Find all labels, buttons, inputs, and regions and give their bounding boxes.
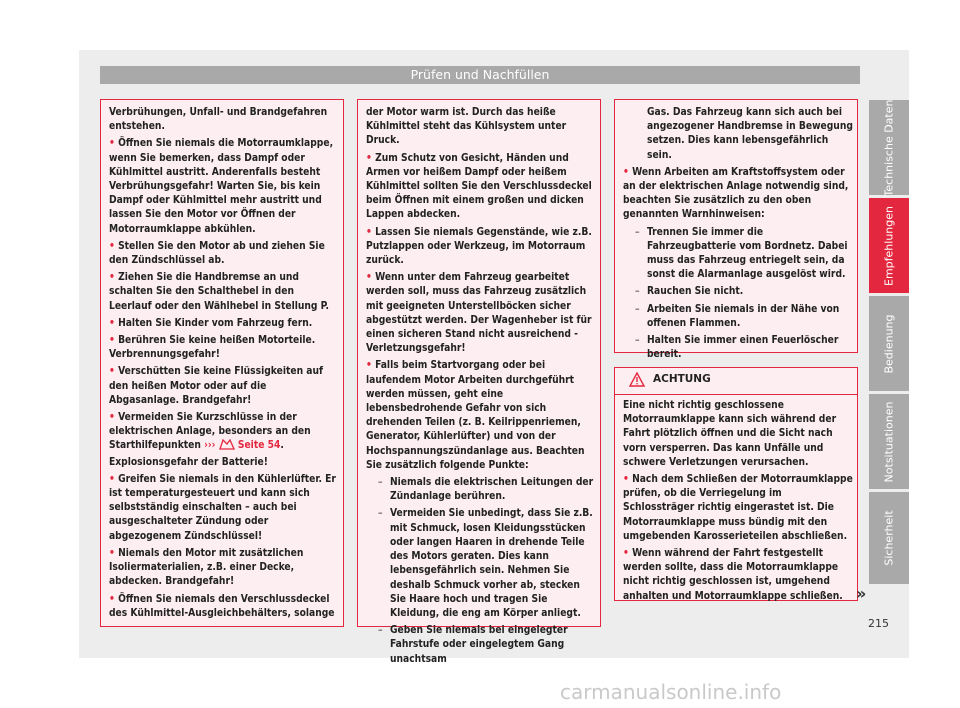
- tab-notsituationen[interactable]: Notsituationen: [869, 394, 909, 489]
- list-item: • Halten Sie Kinder vom Fahrzeug fern.: [109, 317, 313, 329]
- list-item: • Wenn während der Fahrt festgestellt werden sollte, dass die Motorraumklappe nicht richtig geschlossen ist, umgehend anhalten und Motorraumklappe schließen.: [623, 548, 843, 602]
- list-item: • Nach dem Schließen der Motorraumklappe prüfen, ob die Verriegelung im Schlossträger richtig eingerastet ist. Die Motorraumklappe muss bündig mit den umgebenden Karosserieteilen abschließen.: [623, 474, 853, 542]
- sub-list-item: – Trennen Sie immer die Fahrzeugbatterie vom Bordnetz. Dabei muss das Fahrzeug entriegelt sein, da sonst die Alarmanlage ausgelöst wird.: [631, 226, 853, 283]
- sub-list-item: – Arbeiten Sie niemals in der Nähe von offenen Flammen.: [631, 303, 853, 331]
- tab-sicherheit[interactable]: Sicherheit: [869, 492, 909, 584]
- tab-bedienung[interactable]: Bedienung: [869, 296, 909, 391]
- achtung-header: [615, 368, 857, 395]
- sub-list-item: – Rauchen Sie nicht.: [631, 285, 853, 299]
- section-header: Prüfen und Nachfüllen: [100, 66, 860, 84]
- list-item: • Verschütten Sie keine Flüssigkeiten auf den heißen Motor oder auf die Abgasanlage. Brandgefahr!: [109, 366, 323, 406]
- sub-list-item: – Vermeiden Sie unbedingt, dass Sie z.B. mit Schmuck, losen Kleidungsstücken oder langen Haaren in drehende Teile des Motors geraten. Dies kann lebensgefährlich sein. Nehmen Sie deshalb Schmuck vorher ab, stecken Sie Haare hoch und tragen Sie Kleidung, die eng am Körper anliegt.: [374, 507, 596, 621]
- col2-intro: der Motor warm ist. Durch das heiße Kühlmittel steht das Kühlsystem unter Druck.: [366, 107, 567, 147]
- list-item: • Wenn Arbeiten am Kraftstoffsystem oder an der elektrischen Anlage notwendig sind, beachten Sie zusätzlich zu den oben genannten Warnhinweisen:: [623, 166, 849, 221]
- col1-intro: Verbrühungen, Unfall- und Brandgefahren entstehen.: [109, 107, 328, 133]
- list-item: • Öffnen Sie niemals den Verschlussdeckel des Kühlmittel-Ausgleichbehälters, solange: [109, 593, 335, 619]
- list-item: • Stellen Sie den Motor ab und ziehen Sie den Zündschlüssel ab.: [109, 240, 325, 267]
- warning-triangle-icon: [629, 372, 645, 387]
- list-item: • Falls beim Startvorgang oder bei laufendem Motor Arbeiten durchgeführt werden müssen, geht eine lebensbedrohende Gefahr von sich drehenden Teilen (z. B. Keilrippenriemen, Generator, Kühlerlüfter) und von der Hochspannungszündanlage aus. Beachten Sie zusätzlich folgende Punkte:: [366, 360, 585, 471]
- list-item: • Öffnen Sie niemals die Motorraumklappe, wenn Sie bemerken, dass Dampf oder Kühlmittel austritt. Anderenfalls besteht Verbrühungsgefahr! Warten Sie, bis kein Dampf oder Kühlmittel mehr austritt und lassen Sie den Motor vor Öffnen der Motorraumklappe abkühlen.: [109, 138, 334, 235]
- watermark: carmanualsonline.info: [560, 680, 782, 704]
- col3-intro: Gas. Das Fahrzeug kann sich auch bei angezogener Handbremse in Bewegung setzen. Dies kann lebensgefährlich sein.: [647, 107, 853, 161]
- page-number: 215: [868, 617, 889, 630]
- achtung-box: [614, 367, 858, 601]
- achtung-intro: Eine nicht richtig geschlossene Motorraumklappe kann sich während der Fahrt plötzlich öffnen und die Sicht nach vorn versperren. Das kann Unfälle und schwere Verletzungen verursachen.: [623, 400, 837, 468]
- list-item: • Wenn unter dem Fahrzeug gearbeitet werden soll, muss das Fahrzeug zusätzlich mit geeigneten Unterstellböcken sicher abgestützt werden. Der Wagenheber ist für einen sicheren Stand nicht ausreichend - Verletzungsgefahr!: [366, 272, 592, 355]
- list-item: • Lassen Sie niemals Gegenstände, wie z.B. Putzlappen oder Werkzeug, im Motorraum zurück.: [366, 226, 592, 267]
- sub-list-item: – Niemals die elektrischen Leitungen der Zündanlage berühren.: [374, 476, 596, 504]
- warning-box-col3: [614, 99, 858, 361]
- list-item: • Greifen Sie niemals in den Kühlerlüfter. Er ist temperaturgesteuert und kann sich selbstständig einschalten – auch bei ausgeschalteter Zündung oder abgezogenem Zündschlüssel!: [109, 473, 336, 542]
- page-reference-icon: [219, 439, 235, 455]
- list-item: • Vermeiden Sie Kurzschlüsse in der elektrischen Anlage, besonders an den Starthilfepunkten ››› Seite 54. Explosionsgefahr der Batterie!: [109, 412, 311, 468]
- list-item: • Niemals den Motor mit zusätzlichen Isoliermaterialien, z.B. einer Decke, abdecken. Brandgefahr!: [109, 547, 304, 588]
- list-item: • Zum Schutz von Gesicht, Händen und Armen vor heißem Dampf oder heißem Kühlmittel sollten Sie den Verschlussdeckel beim Öffnen mit einem großen und dicken Lappen abdecken.: [366, 152, 592, 221]
- warning-box-col1: [100, 99, 344, 627]
- sub-list-item: – Halten Sie immer einen Feuerlöscher bereit.: [631, 334, 853, 362]
- list-item: • Ziehen Sie die Handbremse an und schalten Sie den Schalthebel in den Leerlauf oder den Wählhebel in Stellung P.: [109, 272, 330, 312]
- page-link[interactable]: Seite 54: [237, 440, 281, 452]
- warning-box-col2: [357, 99, 601, 665]
- continue-mark: »: [856, 584, 867, 603]
- tab-technische-daten[interactable]: Technische Daten: [869, 100, 909, 195]
- sub-list-item: – Geben Sie niemals bei eingelegter Fahrstufe oder eingelegtem Gang unachtsam: [374, 624, 596, 667]
- achtung-title: ACHTUNG: [653, 373, 711, 385]
- tab-empfehlungen[interactable]: Empfehlungen: [869, 198, 909, 293]
- link-arrow: ›››: [204, 440, 216, 452]
- list-item: • Berühren Sie keine heißen Motorteile. Verbrennungsgefahr!: [109, 335, 316, 361]
